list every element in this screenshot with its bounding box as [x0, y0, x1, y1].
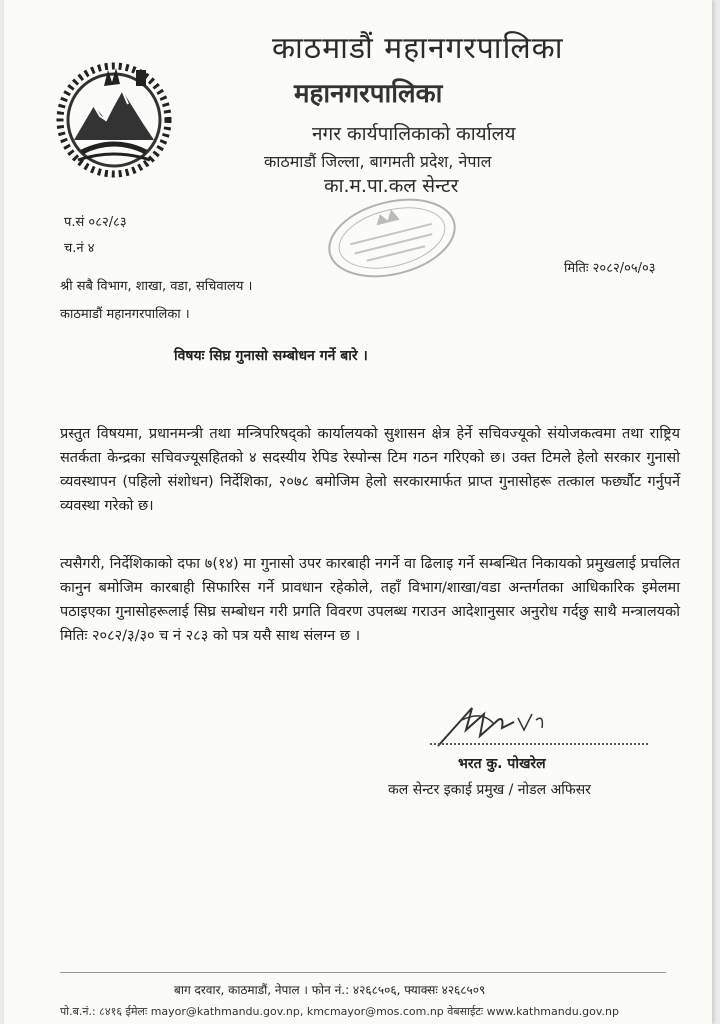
nepal-government-emblem-icon	[52, 56, 176, 180]
organization-name: काठमाडौं महानगरपालिका	[272, 31, 564, 66]
signatory-name: भरत कु. पोखरेल	[458, 756, 546, 772]
footer-divider	[60, 972, 666, 973]
body-paragraph-1: प्रस्तुत विषयमा, प्रधानमन्त्री तथा मन्त्रिपरिषद्को कार्यालयको सुशासन क्षेत्र हेर्ने सचिवज्यूको संयोजकत्वमा तथा राष्ट्रिय सतर्कता केन्द्रका सचिवज्यूसहितको ४ सदस्यीय रेपिड रेस्पोन्स टिम गठन गरिएको छ। उक्त टिमले हेलो सरकार गुनासो व्यवस्थापन (पहिलो संशोधन) निर्देशिका, २०७८ बमोजिम हेलो सरकारमार्फत प्राप्त गुनासोहरू तत्काल फर्छ्यौट गर्नुपर्ने व्यवस्था गरेको छ।	[60, 426, 680, 514]
footer-contact: पो.ब.नं.: ८४१६ ईमेलः mayor@kathmandu.gov.np, kmcmayor@mos.com.np वेबसाईटः www.kathmandu.gov.np	[60, 1005, 620, 1018]
letter-page	[4, 0, 712, 1024]
office-location: काठमाडौं जिल्ला, बागमती प्रदेश, नेपाल	[264, 152, 492, 171]
organization-name-script: महानगरपालिका	[294, 79, 443, 109]
signatory-title: कल सेन्टर इकाई प्रमुख / नोडल अफिसर	[388, 782, 591, 798]
office-name: नगर कार्यपालिकाको कार्यालय	[312, 123, 516, 145]
recipient-line-2: काठमाडौं महानगरपालिका ।	[60, 307, 190, 322]
letter-number: प.सं ०८२/८३	[64, 215, 127, 230]
office-seal-stamp-icon	[322, 192, 462, 284]
letter-subject: विषयः सिघ्र गुनासो सम्बोधन गर्ने बारे ।	[174, 348, 368, 364]
body-paragraph-2: त्यसैगरी, निर्देशिकाको दफा ७(१४) मा गुनासो उपर कारबाही नगर्ने वा ढिलाइ गर्ने सम्बन्धित निकायको प्रमुखलाई प्रचलित कानुन बमोजिम कारबाही सिफारिस गर्ने प्रावधान रहेकोले, तहाँ विभाग/शाखा/वडा अन्तर्गतका आधिकारिक इमेलमा पठाइएका गुनासोहरूलाई सिघ्र सम्बोधन गरी प्रगति विवरण उपलब्ध गराउन आदेशानुसार अनुरोध गर्दछु साथै मन्त्रालयको मितिः २०८२/३/३० च नं २८३ को पत्र यसै साथ संलग्न छ ।	[60, 556, 680, 644]
signature-line	[430, 743, 648, 745]
footer-address: बाग दरवार, काठमाडौं, नेपाल । फोन नं.: ४२६८५०६, फ्याक्सः ४२६८५०९	[174, 983, 486, 997]
unit-name: का.म.पा.कल सेन्टर	[324, 175, 459, 197]
letter-date: मितिः २०८२/०५/०३	[564, 261, 656, 276]
dispatch-number: च.नं ४	[64, 241, 95, 256]
recipient-line-1: श्री सबै विभाग, शाखा, वडा, सचिवालय ।	[60, 279, 253, 294]
